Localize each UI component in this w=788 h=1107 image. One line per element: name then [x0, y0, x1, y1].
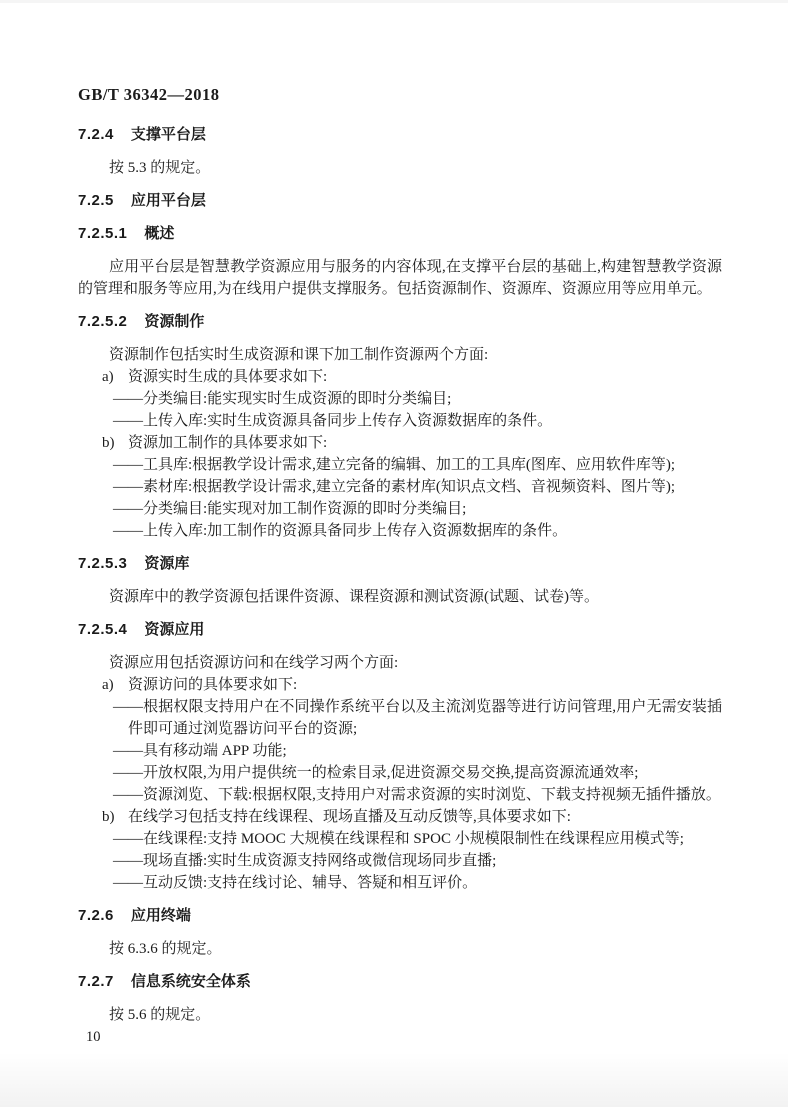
dash-item: ——具有移动端 APP 功能; [113, 743, 287, 759]
list-item-text: 资源访问的具体要求如下: [128, 677, 298, 693]
list-item-b [78, 806, 722, 828]
running-header-standard-number: GB/T 36342—2018 [78, 85, 220, 104]
paragraph: 按 6.3.6 的规定。 [109, 941, 222, 957]
list-item-text: 在线学习包括支持在线课程、现场直播及互动反馈等,具体要求如下: [128, 809, 571, 825]
section-heading-7-2-5-3 [78, 553, 722, 575]
section-title: 信息系统安全体系 [130, 973, 251, 990]
dash-item: ——开放权限,为用户提供统一的检索目录,促进资源交易交换,提高资源流通效率; [113, 765, 639, 781]
section-number: 7.2.5.1 [78, 225, 128, 242]
section-title: 应用终端 [130, 907, 191, 924]
dash-item: ——上传入库:实时生成资源具备同步上传存入资源数据库的条件。 [113, 413, 553, 429]
list-item-a [78, 674, 722, 696]
section-number: 7.2.5.4 [78, 621, 128, 638]
list-marker: a) [102, 369, 114, 385]
section-heading-7-2-5-4 [78, 619, 722, 641]
paragraph: 资源制作包括实时生成资源和课下加工制作资源两个方面: [109, 347, 489, 363]
section-title: 应用平台层 [130, 192, 206, 209]
section-title: 概述 [144, 225, 175, 242]
section-title: 支撑平台层 [130, 126, 206, 143]
dash-item: ——上传入库:加工制作的资源具备同步上传存入资源数据库的条件。 [113, 523, 568, 539]
page-number: 10 [86, 1029, 101, 1045]
paragraph: 资源库中的教学资源包括课件资源、课程资源和测试资源(试题、试卷)等。 [109, 589, 599, 605]
section-number: 7.2.5.2 [78, 313, 128, 330]
section-title: 资源制作 [144, 313, 205, 330]
section-heading-7-2-6 [78, 905, 722, 927]
document-page [78, 84, 722, 1048]
list-marker: a) [102, 677, 114, 693]
dash-item: ——分类编目:能实现对加工制作资源的即时分类编目; [113, 501, 467, 517]
section-heading-7-2-5-1 [78, 223, 722, 245]
dash-item: ——分类编目:能实现实时生成资源的即时分类编目; [113, 391, 452, 407]
dash-item: ——现场直播:实时生成资源支持网络或微信现场同步直播; [113, 853, 497, 869]
dash-item: ——工具库:根据教学设计需求,建立完备的编辑、加工的工具库(图库、应用软件库等); [113, 457, 676, 473]
dash-item: ——根据权限支持用户在不同操作系统平台以及主流浏览器等进行访问管理,用户无需安装插件即可通过浏览器访问平台的资源; [113, 699, 722, 737]
paragraph: 按 5.6 的规定。 [109, 1007, 211, 1023]
dash-item: ——素材库:根据教学设计需求,建立完备的素材库(知识点文档、音视频资料、图片等); [113, 479, 676, 495]
section-number: 7.2.5 [78, 192, 114, 209]
section-number: 7.2.6 [78, 907, 114, 924]
list-item-text: 资源实时生成的具体要求如下: [128, 369, 328, 385]
list-item-text: 资源加工制作的具体要求如下: [128, 435, 328, 451]
section-heading-7-2-5 [78, 190, 722, 212]
paragraph: 应用平台层是智慧教学资源应用与服务的内容体现,在支撑平台层的基础上,构建智慧教学资源的管理和服务等应用,为在线用户提供支撑服务。包括资源制作、资源库、资源应用等应用单元。 [78, 259, 722, 297]
section-number: 7.2.4 [78, 126, 114, 143]
section-heading-7-2-7 [78, 971, 722, 993]
section-heading-7-2-5-2 [78, 311, 722, 333]
section-number: 7.2.7 [78, 973, 114, 990]
list-item-b [78, 432, 722, 454]
paragraph: 按 5.3 的规定。 [109, 160, 211, 176]
section-number: 7.2.5.3 [78, 555, 128, 572]
dash-item: ——互动反馈:支持在线讨论、辅导、答疑和相互评价。 [113, 875, 478, 891]
section-title: 资源库 [144, 555, 190, 572]
section-title: 资源应用 [144, 621, 205, 638]
dash-item: ——资源浏览、下载:根据权限,支持用户对需求资源的实时浏览、下载支持视频无插件播放。 [113, 787, 721, 803]
dash-item: ——在线课程:支持 MOOC 大规模在线课程和 SPOC 小规模限制性在线课程应用模式等; [113, 831, 684, 847]
list-item-a [78, 366, 722, 388]
paragraph: 资源应用包括资源访问和在线学习两个方面: [109, 655, 399, 671]
list-marker: b) [102, 435, 115, 451]
list-marker: b) [102, 809, 115, 825]
section-heading-7-2-4 [78, 124, 722, 146]
